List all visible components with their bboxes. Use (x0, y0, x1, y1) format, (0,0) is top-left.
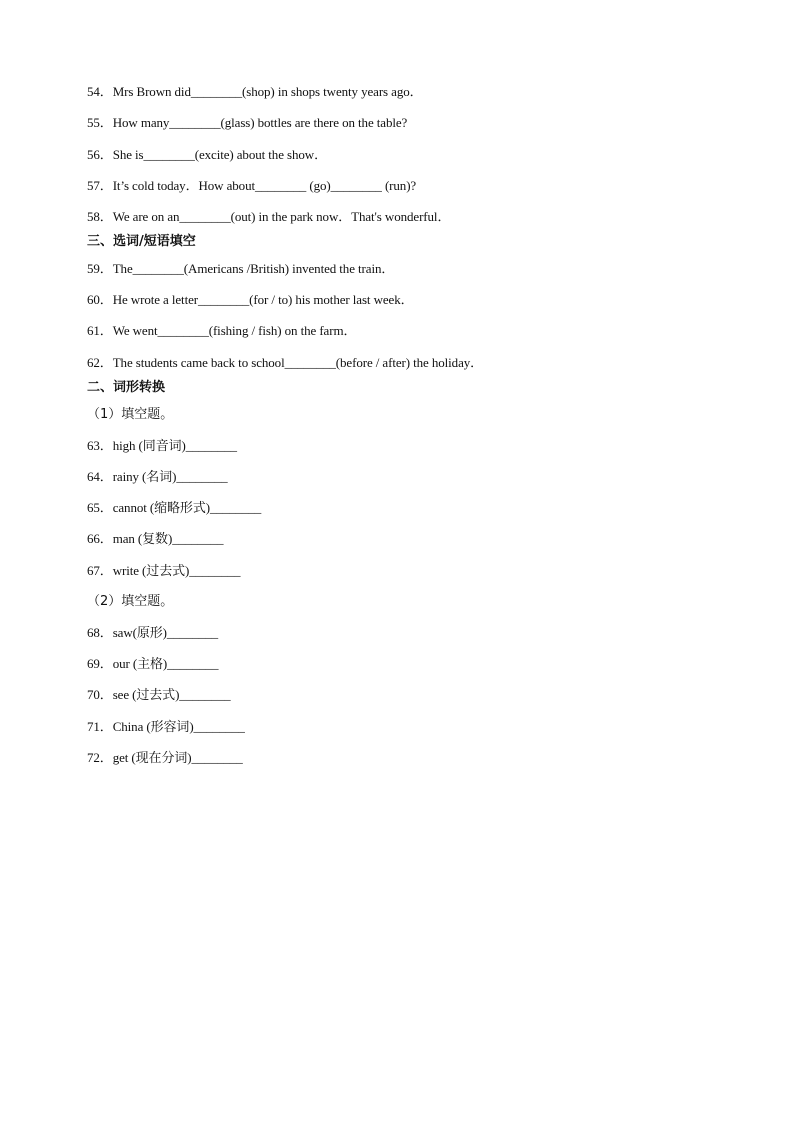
part-2-heading: （2）填空题。 (87, 594, 174, 609)
question-66: 66．man (复数)________ (87, 531, 224, 546)
question-63: 63．high (同音词)________ (87, 438, 237, 453)
question-54: 54．Mrs Brown did________(shop) in shops twenty years ago． (87, 84, 423, 99)
question-65: 65．cannot (缩略形式)________ (87, 500, 262, 515)
question-62: 62．The students came back to school________(before / after) the holiday． (87, 355, 484, 370)
question-60: 60．He wrote a letter________(for / to) his mother last week． (87, 292, 414, 307)
question-71: 71．China (形容词)________ (87, 719, 245, 734)
part-1-heading: （1）填空题。 (87, 407, 174, 422)
question-59: 59．The________(Americans /British) invented the train． (87, 261, 395, 276)
section-heading-word-choice: 三、选词/短语填空 (87, 234, 196, 249)
question-67: 67．write (过去式)________ (87, 563, 241, 578)
question-56: 56．She is________(excite) about the show． (87, 147, 327, 162)
question-61: 61．We went________(fishing / fish) on the farm． (87, 323, 357, 338)
question-70: 70．see (过去式)________ (87, 687, 231, 702)
question-68: 68．saw(原形)________ (87, 625, 219, 640)
question-58: 58．We are on an________(out) in the park now．That's wonderful． (87, 209, 451, 224)
question-57: 57．It’s cold today．How about________ (go)________ (run)? (87, 178, 417, 193)
question-72: 72．get (现在分词)________ (87, 750, 243, 765)
question-55: 55．How many________(glass) bottles are there on the table? (87, 115, 408, 130)
question-64: 64．rainy (名词)________ (87, 469, 228, 484)
question-69: 69．our (主格)________ (87, 656, 219, 671)
section-heading-word-forms: 二、词形转换 (87, 380, 166, 395)
